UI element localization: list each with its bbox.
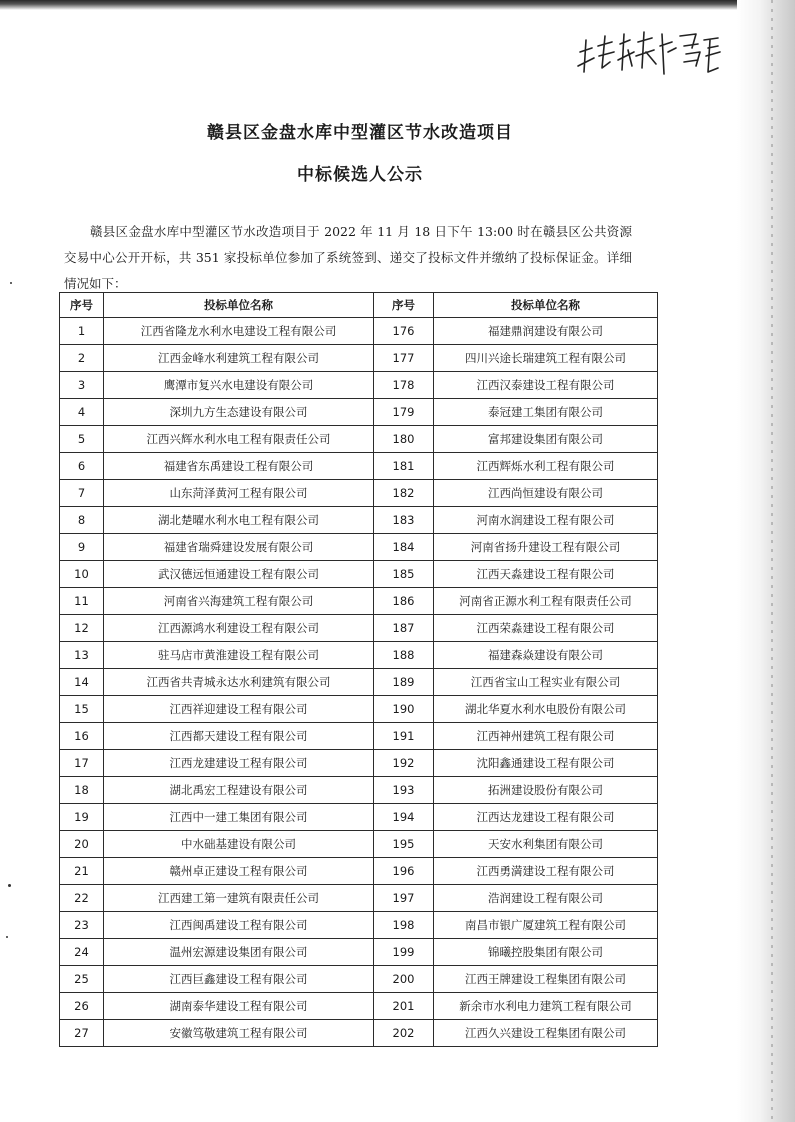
bidder-name-left: 江西中一建工集团有限公司 xyxy=(104,804,374,831)
bidder-name-left: 江西省隆龙水利水电建设工程有限公司 xyxy=(104,318,374,345)
bidder-name-left: 福建省东禹建设工程有限公司 xyxy=(104,453,374,480)
seq-cell-right: 194 xyxy=(374,804,434,831)
seq-cell-left: 27 xyxy=(60,1020,104,1047)
bidder-name-right: 浩润建设工程有限公司 xyxy=(434,885,658,912)
seq-cell-right: 188 xyxy=(374,642,434,669)
seq-cell-left: 4 xyxy=(60,399,104,426)
bidder-name-right: 福建森焱建设有限公司 xyxy=(434,642,658,669)
bidder-name-left: 温州宏源建设集团有限公司 xyxy=(104,939,374,966)
bidder-name-left: 福建省瑞舜建设发展有限公司 xyxy=(104,534,374,561)
bidder-name-left: 江西巨鑫建设工程有限公司 xyxy=(104,966,374,993)
seq-cell-right: 198 xyxy=(374,912,434,939)
bidder-name-left: 江西兴辉水利水电工程有限责任公司 xyxy=(104,426,374,453)
table-row xyxy=(60,345,658,372)
table-row xyxy=(60,453,658,480)
seq-cell-left: 26 xyxy=(60,993,104,1020)
bidder-name-left: 江西闽禹建设工程有限公司 xyxy=(104,912,374,939)
seq-cell-left: 24 xyxy=(60,939,104,966)
bidder-name-right: 江西尚恒建设有限公司 xyxy=(434,480,658,507)
seq-cell-left: 20 xyxy=(60,831,104,858)
table-row xyxy=(60,831,658,858)
scan-speck xyxy=(8,884,11,887)
seq-cell-right: 180 xyxy=(374,426,434,453)
seq-cell-right: 182 xyxy=(374,480,434,507)
bidder-name-left: 赣州卓正建设工程有限公司 xyxy=(104,858,374,885)
table-row xyxy=(60,615,658,642)
bidder-name-right: 江西神州建筑工程有限公司 xyxy=(434,723,658,750)
table-row xyxy=(60,939,658,966)
seq-cell-left: 6 xyxy=(60,453,104,480)
seq-cell-right: 193 xyxy=(374,777,434,804)
bidder-name-left: 江西省共青城永达水利建筑有限公司 xyxy=(104,669,374,696)
seq-cell-left: 12 xyxy=(60,615,104,642)
bidder-name-right: 沈阳鑫通建设工程有限公司 xyxy=(434,750,658,777)
header-seq-left: 序号 xyxy=(60,293,104,318)
bidder-name-left: 江西祥迎建设工程有限公司 xyxy=(104,696,374,723)
seq-cell-right: 191 xyxy=(374,723,434,750)
seq-cell-left: 10 xyxy=(60,561,104,588)
page-title: 赣县区金盘水库中型灌区节水改造项目 xyxy=(207,123,513,143)
seq-cell-right: 176 xyxy=(374,318,434,345)
table-row xyxy=(60,642,658,669)
table-row xyxy=(60,372,658,399)
bidder-name-left: 鹰潭市复兴水电建设有限公司 xyxy=(104,372,374,399)
seq-cell-left: 8 xyxy=(60,507,104,534)
bidder-name-right: 富邦建设集团有限公司 xyxy=(434,426,658,453)
table-row xyxy=(60,750,658,777)
bidder-name-right: 湖北华夏水利水电股份有限公司 xyxy=(434,696,658,723)
bidder-name-right: 河南水润建设工程有限公司 xyxy=(434,507,658,534)
table-row xyxy=(60,804,658,831)
seq-cell-left: 23 xyxy=(60,912,104,939)
table-row xyxy=(60,426,658,453)
seq-cell-right: 192 xyxy=(374,750,434,777)
bidder-name-left: 中水础基建设有限公司 xyxy=(104,831,374,858)
seq-cell-right: 199 xyxy=(374,939,434,966)
bidder-name-right: 江西辉烁水利工程有限公司 xyxy=(434,453,658,480)
bidder-name-right: 天安水利集团有限公司 xyxy=(434,831,658,858)
bidder-name-left: 江西金峰水利建筑工程有限公司 xyxy=(104,345,374,372)
bidder-name-right: 拓洲建设股份有限公司 xyxy=(434,777,658,804)
header-bidder-right: 投标单位名称 xyxy=(434,293,658,318)
seq-cell-right: 187 xyxy=(374,615,434,642)
bidder-name-left: 河南省兴海建筑工程有限公司 xyxy=(104,588,374,615)
seq-cell-left: 14 xyxy=(60,669,104,696)
seq-cell-left: 21 xyxy=(60,858,104,885)
page-subtitle: 中标候选人公示 xyxy=(297,165,423,185)
bidder-name-right: 江西久兴建设工程集团有限公司 xyxy=(434,1020,658,1047)
seq-cell-right: 179 xyxy=(374,399,434,426)
seq-cell-left: 22 xyxy=(60,885,104,912)
bidder-name-left: 安徽笃敬建筑工程有限公司 xyxy=(104,1020,374,1047)
table-row xyxy=(60,1020,658,1047)
seq-cell-right: 184 xyxy=(374,534,434,561)
header-bidder-left: 投标单位名称 xyxy=(104,293,374,318)
seq-cell-right: 200 xyxy=(374,966,434,993)
seq-cell-left: 18 xyxy=(60,777,104,804)
bidder-name-right: 锦曦控股集团有限公司 xyxy=(434,939,658,966)
seq-cell-left: 17 xyxy=(60,750,104,777)
table-row xyxy=(60,588,658,615)
intro-paragraph: 赣县区金盘水库中型灌区节水改造项目于 2022 年 11 月 18 日下午 13:00 时在赣县区公共资源交易中心公开开标，共 351 家投标单位参加了系统签到、递交了投标文件并缴纳了投标保证金。详细情况如下： xyxy=(64,223,632,291)
bidder-name-right: 福建鼎润建设有限公司 xyxy=(434,318,658,345)
bidder-name-left: 湖北楚曜水利水电工程有限公司 xyxy=(104,507,374,534)
seq-cell-right: 183 xyxy=(374,507,434,534)
seq-cell-right: 190 xyxy=(374,696,434,723)
bidder-name-right: 江西达龙建设工程有限公司 xyxy=(434,804,658,831)
scan-shadow-top xyxy=(0,0,795,10)
table-row xyxy=(60,885,658,912)
bidder-name-right: 河南省扬升建设工程有限公司 xyxy=(434,534,658,561)
header-seq-right: 序号 xyxy=(374,293,434,318)
seq-cell-left: 2 xyxy=(60,345,104,372)
bidder-name-right: 江西省宝山工程实业有限公司 xyxy=(434,669,658,696)
bidder-name-right: 江西荣淼建设工程有限公司 xyxy=(434,615,658,642)
table-body xyxy=(60,318,658,1047)
table-row xyxy=(60,561,658,588)
seq-cell-left: 15 xyxy=(60,696,104,723)
seq-cell-left: 19 xyxy=(60,804,104,831)
table-row xyxy=(60,966,658,993)
seq-cell-left: 16 xyxy=(60,723,104,750)
bidder-name-left: 江西建工第一建筑有限责任公司 xyxy=(104,885,374,912)
table-row xyxy=(60,777,658,804)
table-row xyxy=(60,723,658,750)
seq-cell-left: 5 xyxy=(60,426,104,453)
bidder-name-right: 江西天淼建设工程有限公司 xyxy=(434,561,658,588)
seq-cell-right: 178 xyxy=(374,372,434,399)
bidder-name-right: 四川兴途长瑞建筑工程有限公司 xyxy=(434,345,658,372)
bidder-name-left: 湖北禹宏工程建设有限公司 xyxy=(104,777,374,804)
bidder-name-right: 南昌市银广厦建筑工程有限公司 xyxy=(434,912,658,939)
bidder-name-left: 驻马店市黄淮建设工程有限公司 xyxy=(104,642,374,669)
seq-cell-right: 189 xyxy=(374,669,434,696)
table-row xyxy=(60,993,658,1020)
seq-cell-left: 7 xyxy=(60,480,104,507)
bidder-name-right: 泰冠建工集团有限公司 xyxy=(434,399,658,426)
seq-cell-right: 186 xyxy=(374,588,434,615)
bidder-name-left: 江西源鸿水利建设工程有限公司 xyxy=(104,615,374,642)
seq-cell-right: 196 xyxy=(374,858,434,885)
bidder-name-left: 山东菏泽黄河工程有限公司 xyxy=(104,480,374,507)
seq-cell-left: 3 xyxy=(60,372,104,399)
table-row xyxy=(60,858,658,885)
seq-cell-left: 1 xyxy=(60,318,104,345)
table-row xyxy=(60,696,658,723)
seq-cell-right: 185 xyxy=(374,561,434,588)
bidder-name-right: 江西勇満建设工程有限公司 xyxy=(434,858,658,885)
seq-cell-right: 195 xyxy=(374,831,434,858)
table-row xyxy=(60,318,658,345)
table-row xyxy=(60,399,658,426)
scan-shadow-right xyxy=(737,0,795,1122)
seq-cell-right: 197 xyxy=(374,885,434,912)
bidder-name-left: 江西都天建设工程有限公司 xyxy=(104,723,374,750)
table-header-row xyxy=(60,293,658,318)
bidder-name-right: 江西汉泰建设工程有限公司 xyxy=(434,372,658,399)
bidder-name-left: 江西龙建建设工程有限公司 xyxy=(104,750,374,777)
seq-cell-right: 201 xyxy=(374,993,434,1020)
table-row xyxy=(60,669,658,696)
table-row xyxy=(60,912,658,939)
seq-cell-right: 202 xyxy=(374,1020,434,1047)
table-row xyxy=(60,534,658,561)
bidder-name-left: 武汉德远恒通建设工程有限公司 xyxy=(104,561,374,588)
handwritten-signature xyxy=(572,22,722,84)
table-row xyxy=(60,480,658,507)
seq-cell-right: 181 xyxy=(374,453,434,480)
scan-speck xyxy=(6,936,8,938)
bidder-name-right: 新余市水利电力建筑工程有限公司 xyxy=(434,993,658,1020)
bidder-table xyxy=(59,292,658,1047)
bidder-name-right: 江西王牌建设工程集团有限公司 xyxy=(434,966,658,993)
bidder-name-right: 河南省正源水利工程有限责任公司 xyxy=(434,588,658,615)
seq-cell-left: 9 xyxy=(60,534,104,561)
bidder-name-left: 湖南泰华建设工程有限公司 xyxy=(104,993,374,1020)
seq-cell-left: 13 xyxy=(60,642,104,669)
seq-cell-left: 25 xyxy=(60,966,104,993)
scan-speck xyxy=(10,282,12,284)
seq-cell-left: 11 xyxy=(60,588,104,615)
bidder-name-left: 深圳九方生态建设有限公司 xyxy=(104,399,374,426)
table-row xyxy=(60,507,658,534)
seq-cell-right: 177 xyxy=(374,345,434,372)
